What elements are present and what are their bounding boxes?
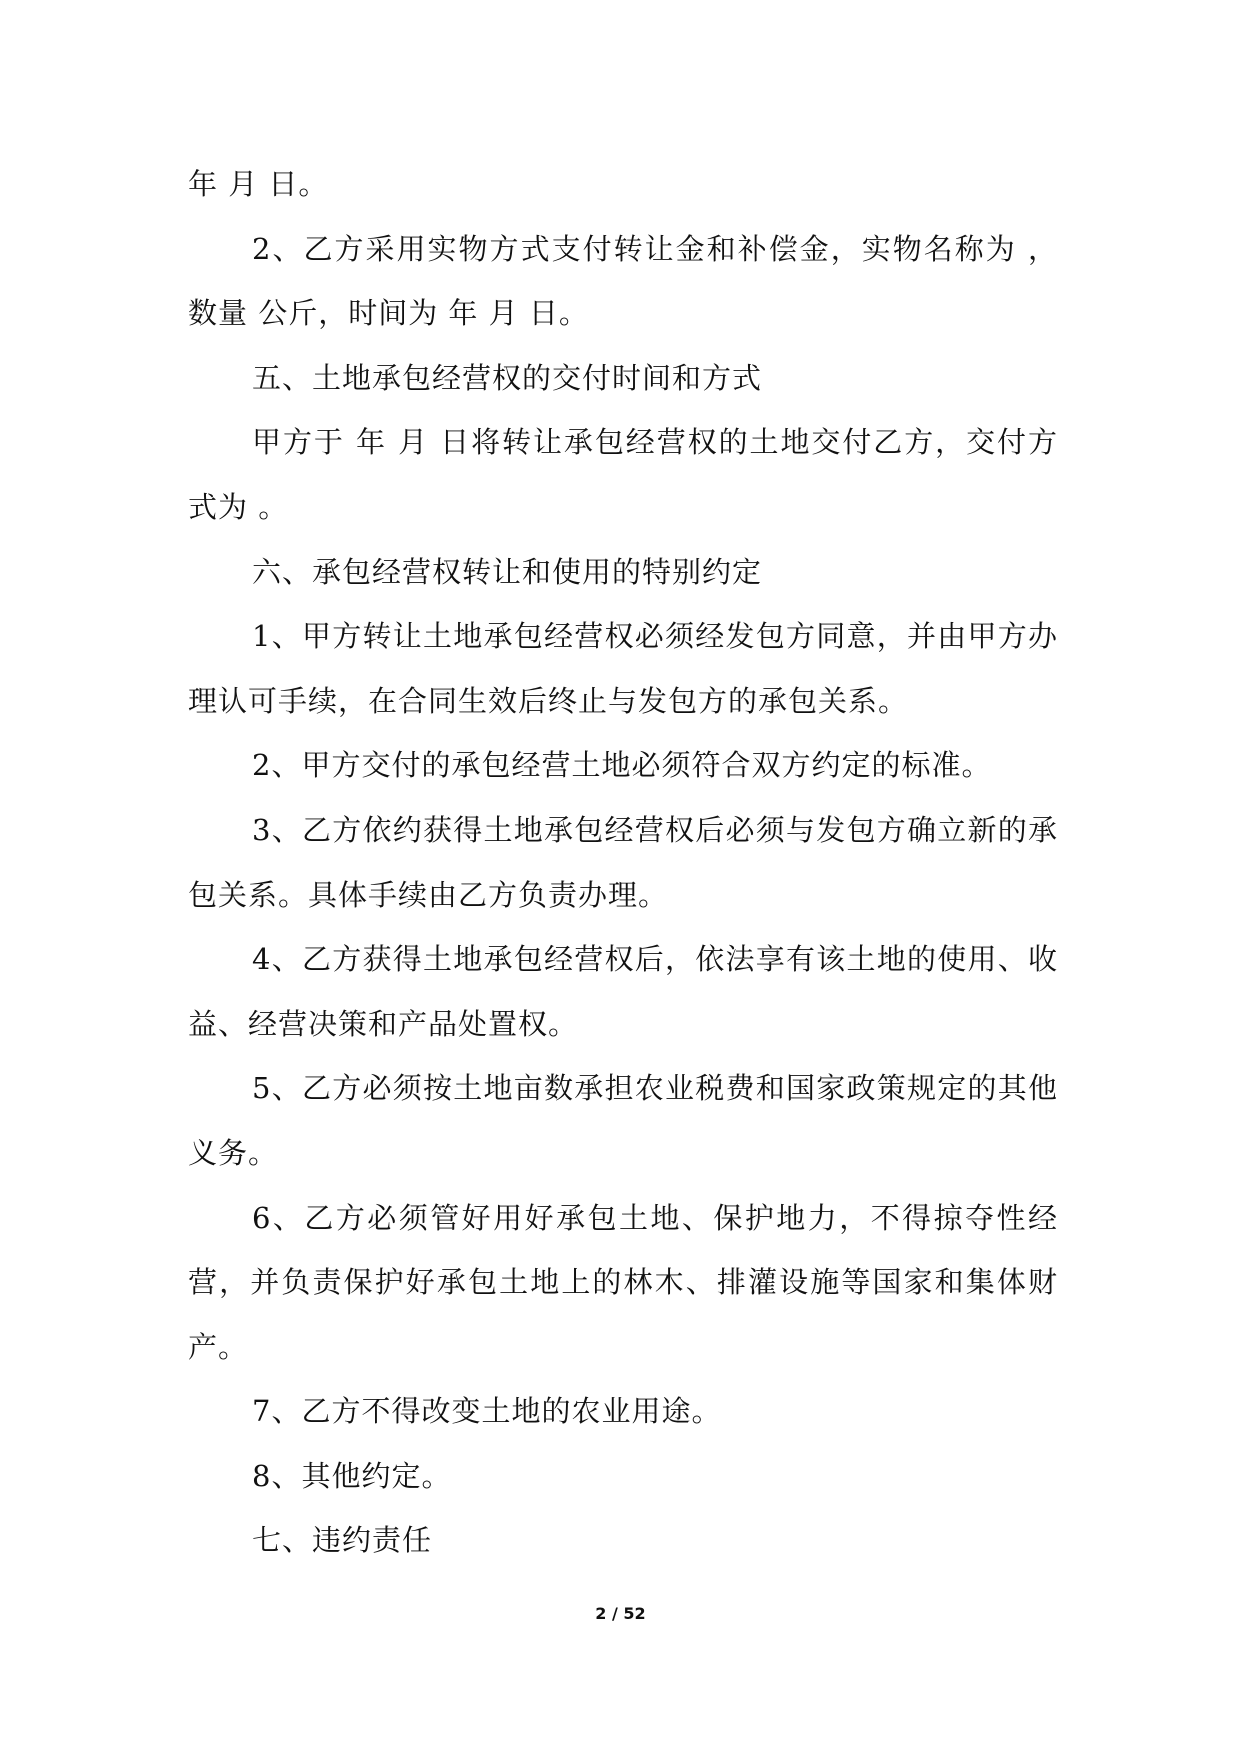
clause-8: 8、其他约定。 [252, 1458, 452, 1493]
clause-5: 5、乙方必须按土地亩数承担农业税费和国家政策规定的其他义务。 [188, 1071, 1058, 1170]
clause-2: 2、甲方交付的承包经营土地必须符合双方约定的标准。 [252, 748, 992, 783]
clause-1: 1、甲方转让土地承包经营权必须经发包方同意，并由甲方办理认可手续，在合同生效后终止与发包方的承包关系。 [188, 619, 1058, 718]
section-heading-liability: 七、违约责任 [252, 1523, 433, 1558]
clause-7: 7、乙方不得改变土地的农业用途。 [252, 1394, 722, 1429]
section-heading-special-terms: 六、承包经营权转让和使用的特别约定 [252, 554, 763, 589]
clause-4: 4、乙方获得土地承包经营权后，依法享有该土地的使用、收益、经营决策和产品处置权。 [188, 942, 1058, 1041]
clause-6: 6、乙方必须管好用好承包土地、保护地力，不得掠夺性经营，并负责保护好承包土地上的林木、排灌设施等国家和集体财产。 [188, 1200, 1058, 1364]
page-number: 2 / 52 [595, 1604, 646, 1623]
paragraph-payment-in-kind: 2、乙方采用实物方式支付转让金和补偿金，实物名称为 ，数量 公斤，时间为 年 月 日。 [188, 231, 1058, 331]
paragraph-delivery-terms: 甲方于 年 月 日将转让承包经营权的土地交付乙方，交付方式为 。 [188, 425, 1058, 524]
paragraph-date-continuation: 年 月 日。 [188, 167, 329, 201]
section-heading-delivery: 五、土地承包经营权的交付时间和方式 [252, 360, 763, 395]
clause-3: 3、乙方依约获得土地承包经营权后必须与发包方确立新的承包关系。具体手续由乙方负责办理。 [188, 812, 1058, 912]
document-body [188, 152, 1058, 1573]
